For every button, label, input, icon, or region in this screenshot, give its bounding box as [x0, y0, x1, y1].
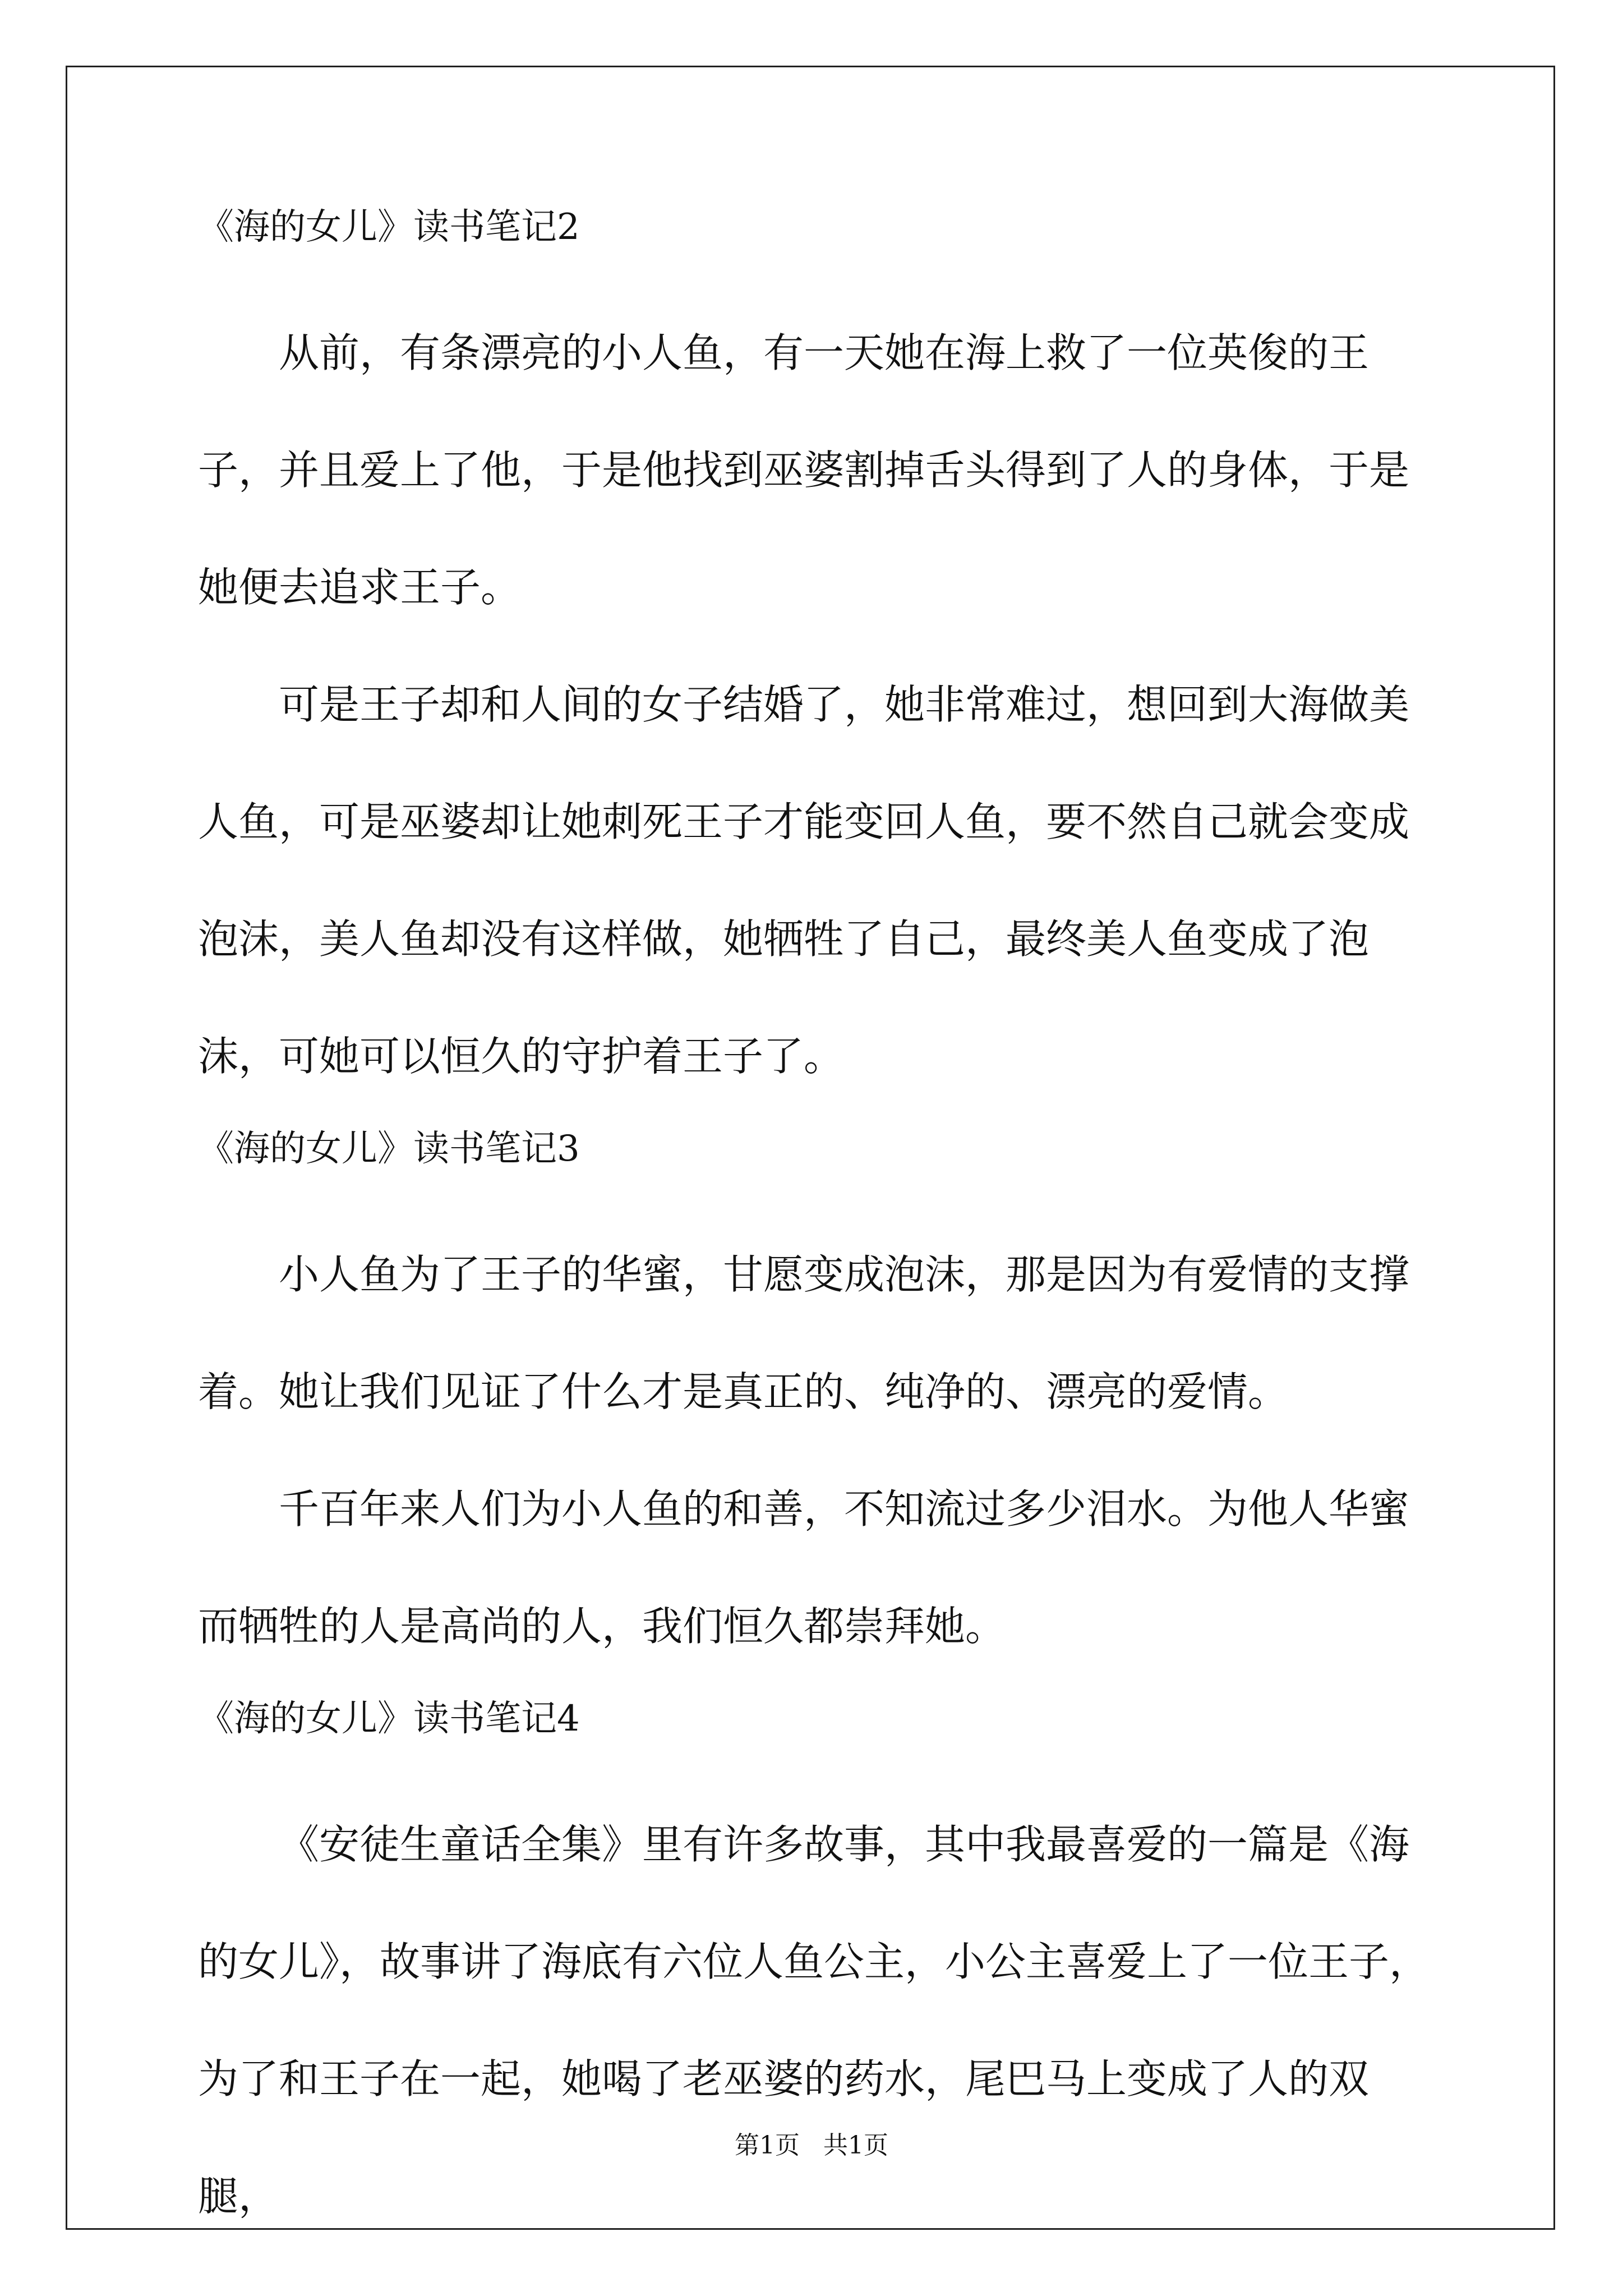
page-footer: 第1页 共1页 [735, 2131, 888, 2160]
section-heading: 《海的女儿》读书笔记3 [198, 1128, 580, 1170]
section-heading: 《海的女儿》读书笔记2 [198, 206, 580, 248]
paragraph: 可是王子却和人间的女子结婚了，她非常难过，想回到大海做美人鱼，可是巫婆却让她刺死王子才能变回人鱼，要不然自己就会变成泡沫，美人鱼却没有这样做，她牺牲了自己，最终美人鱼变成了泡沫，可她可以恒久的守护着王子了。 [198, 681, 1410, 1080]
section-2 [198, 205, 1432, 1115]
section-heading: 《海的女儿》读书笔记4 [198, 1698, 580, 1740]
section-4 [198, 1696, 1432, 2255]
paragraph: 千百年来人们为小人鱼的和善，不知流过多少泪水。为他人华蜜而牺牲的人是高尚的人，我们恒久都崇拜她。 [198, 1485, 1410, 1650]
paragraph: 小人鱼为了王子的华蜜，甘愿变成泡沫，那是因为有爱情的支撑着。她让我们见证了什么才是真正的、纯净的、漂亮的爱情。 [198, 1251, 1410, 1415]
section-3 [198, 1126, 1432, 1685]
paragraph: 从前，有条漂亮的小人鱼，有一天她在海上救了一位英俊的王子，并且爱上了他，于是他找到巫婆割掉舌头得到了人的身体，于是她便去追求王子。 [198, 329, 1410, 611]
paragraph: 《安徒生童话全集》里有许多故事，其中我最喜爱的一篇是《海的女儿》，故事讲了海底有六位人鱼公主，小公主喜爱上了一位王子，为了和王子在一起，她喝了老巫婆的药水，尾巴马上变成了人的双腿， [198, 1821, 1430, 2220]
document-body [198, 205, 1432, 2255]
